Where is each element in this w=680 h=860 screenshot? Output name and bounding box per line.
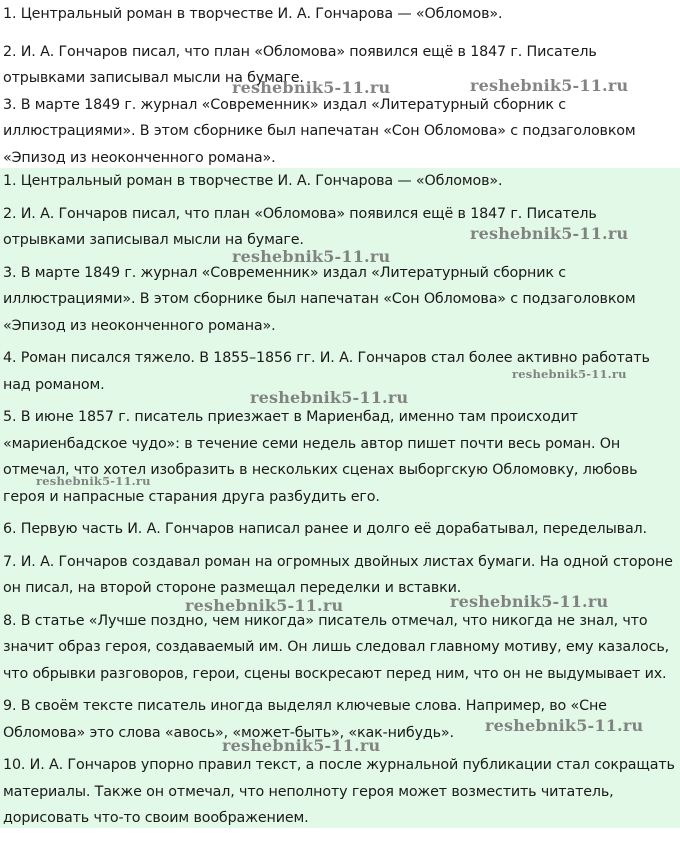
paragraph-2: 2. И. А. Гончаров писал, что план «Обломова» появился ещё в 1847 г. Писатель отрывками записывал мысли на бумаге. [3, 205, 597, 248]
document-main-block [0, 168, 680, 828]
watermark: reshebnik5-11.ru [250, 388, 409, 407]
watermark: reshebnik5-11.ru [232, 247, 391, 266]
watermark: reshebnik5-11.ru [470, 224, 629, 243]
paragraph-7: 7. И. А. Гончаров создавал роман на огромных двойных листах бумаги. На одной стороне он писал, на второй стороне размещал переделки и вставки. [3, 553, 673, 596]
watermark: reshebnik5-11.ru [470, 76, 629, 95]
paragraph-5: 5. В июне 1857 г. писатель приезжает в Мариенбад, именно там происходит «мариенбадское чудо»: в течение семи недель автор пишет почти весь роман. Он отмечал, что хотел изобразить в нескольких сценах выборгскую Обломовку, любовь героя и напрасные старания друга разбудить его. [3, 409, 638, 505]
paragraph-3: 3. В марте 1849 г. журнал «Современник» издал «Литературный сборник с иллюстрациями». В этом сборнике был напечатан «Сон Обломова» с подзаголовком «Эпизод из неоконченного романа». [3, 264, 636, 334]
paragraph-2: 2. И. А. Гончаров писал, что план «Обломова» появился ещё в 1847 г. Писатель отрывками записывал мысли на бумаге. [3, 43, 597, 86]
watermark: reshebnik5-11.ru [485, 716, 644, 735]
paragraph-1: 1. Центральный роман в творчестве И. А. Гончарова — «Обломов». [3, 173, 503, 189]
paragraph-9: 9. В своём тексте писатель иногда выделял ключевые слова. Например, во «Сне Обломова» это слова «авось», «может-быть», «как-нибудь». [3, 698, 607, 741]
watermark: reshebnik5-11.ru [185, 596, 344, 615]
paragraph-8: 8. В статье «Лучше поздно, чем никогда» писатель отмечал, что никогда не знал, что значит образ героя, создаваемый им. Он лишь следовал главному мотиву, ему казалось, что обрывки разговоров, герои, сцены воскресают перед ним, что он не выдумывает их. [3, 612, 669, 682]
paragraph-6: 6. Первую часть И. А. Гончаров написал ранее и долго её дорабатывал, переделывал. [3, 521, 647, 537]
watermark: reshebnik5-11.ru [450, 592, 609, 611]
paragraph-4: 4. Роман писался тяжело. В 1855–1856 гг. И. А. Гончаров стал более активно работать над романом. [3, 350, 650, 393]
paragraph-10: 10. И. А. Гончаров упорно правил текст, а после журнальной публикации стал сокращать материалы. Также он отмечал, что неполноту героя может возместить читатель, дорисовать что-то своим воображением. [3, 757, 675, 826]
paragraph-1: 1. Центральный роман в творчестве И. А. Гончарова — «Обломов». [3, 6, 503, 22]
watermark: reshebnik5-11.ru [36, 474, 151, 488]
watermark: reshebnik5-11.ru [512, 367, 627, 381]
paragraph-3: 3. В марте 1849 г. журнал «Современник» издал «Литературный сборник с иллюстрациями». В этом сборнике был напечатан «Сон Обломова» с подзаголовком «Эпизод из неоконченного романа». [3, 96, 636, 166]
watermark: reshebnik5-11.ru [232, 78, 391, 97]
document-top-block [0, 0, 680, 168]
watermark: reshebnik5-11.ru [222, 736, 381, 755]
